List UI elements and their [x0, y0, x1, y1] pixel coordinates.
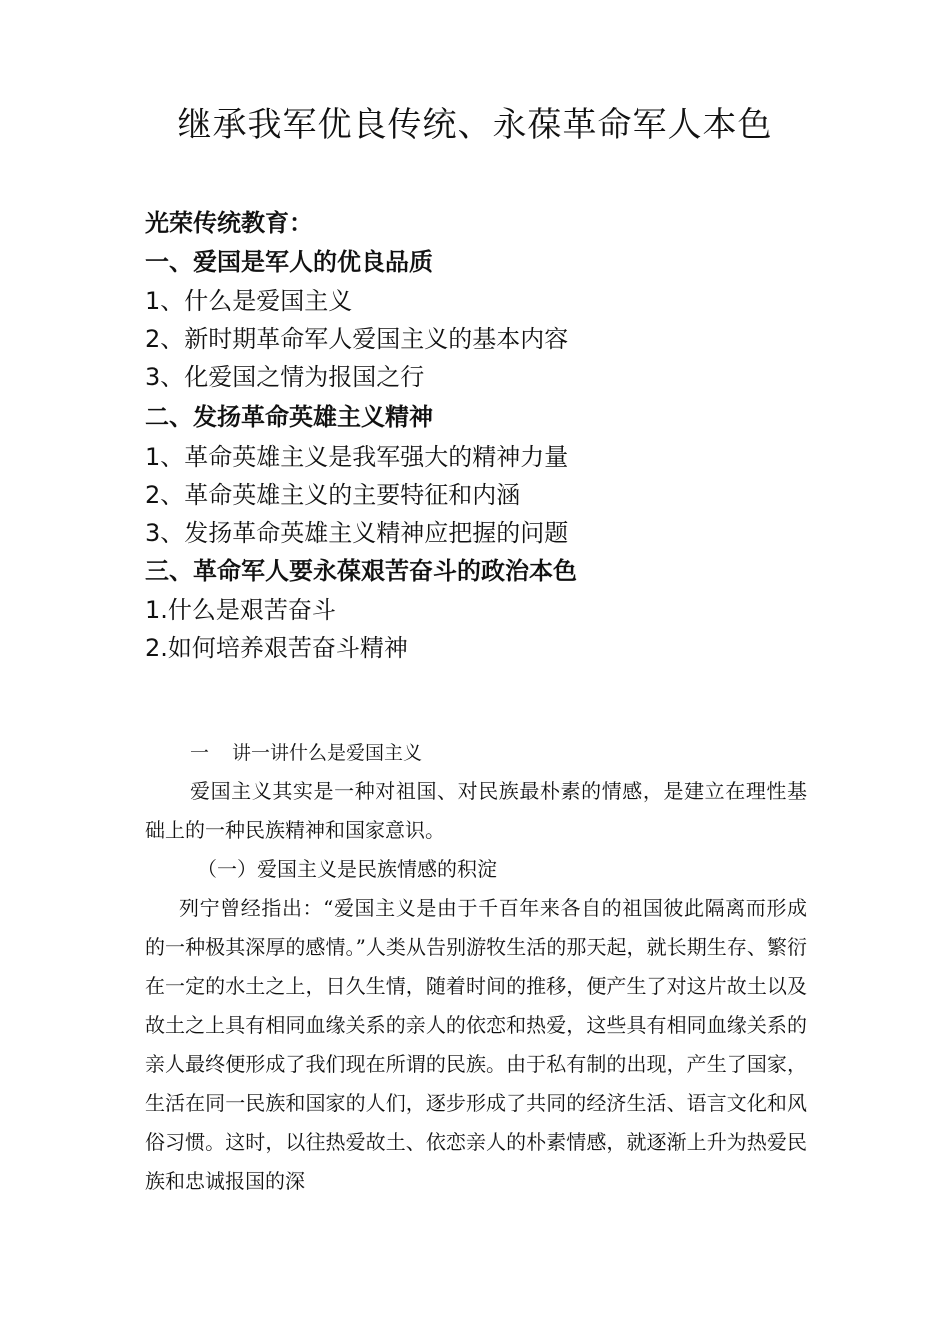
- section-2-item-2: 2、革命英雄主义的主要特征和内涵: [145, 481, 521, 509]
- intro-paragraph: 爱国主义其实是一种对祖国、对民族最朴素的情感，是建立在理性基础上的一种民族精神和国家意识。: [145, 779, 807, 842]
- lecture-body: [145, 734, 807, 1201]
- outline: [145, 204, 825, 667]
- document-title: 继承我军优良传统、永葆革命军人本色: [177, 105, 773, 145]
- subheading: （一）爱国主义是民族情感的积淀: [197, 857, 497, 881]
- section-2-item-3: 3、发扬革命英雄主义精神应把握的问题: [145, 519, 569, 547]
- section-3-title: 三、革命军人要永葆艰苦奋斗的政治本色: [145, 557, 577, 585]
- lecture-heading: [145, 734, 807, 772]
- section-1-title: 一、爱国是军人的优良品质: [145, 248, 433, 276]
- section-1-item-3: 3、化爱国之情为报国之行: [145, 363, 425, 391]
- body-paragraph: 列宁曾经指出：“爱国主义是由于千百年来各自的祖国彼此隔离而形成的一种极其深厚的感情。”人类从告别游牧生活的那天起，就长期生存、繁衍在一定的水土之上，日久生情，随着时间的推移，便产生了对这片故土以及故土之上具有相同血缘关系的亲人的依恋和热爱，这些具有相同血缘关系的亲人最终便形成了我们现在所谓的民族。由于私有制的出现，产生了国家，生活在同一民族和国家的人们，逐步形成了共同的经济生活、语言文化和风俗习惯。这时，以往热爱故土、依恋亲人的朴素情感，就逐渐上升为热爱民族和忠诚报国的深: [145, 896, 807, 1193]
- section-2-item-1: 1、革命英雄主义是我军强大的精神力量: [145, 443, 569, 471]
- section-2-title: 二、发扬革命英雄主义精神: [145, 403, 433, 431]
- lecture-number: 一: [190, 742, 210, 764]
- section-1-item-1: 1、什么是爱国主义: [145, 287, 353, 315]
- section-3-item-2: 2.如何培养艰苦奋斗精神: [145, 634, 408, 662]
- outline-heading: 光荣传统教育：: [145, 209, 313, 237]
- lecture-title: 讲一讲什么是爱国主义: [232, 742, 423, 764]
- section-3-item-1: 1.什么是艰苦奋斗: [145, 596, 336, 624]
- section-1-item-2: 2、新时期革命军人爱国主义的基本内容: [145, 325, 569, 353]
